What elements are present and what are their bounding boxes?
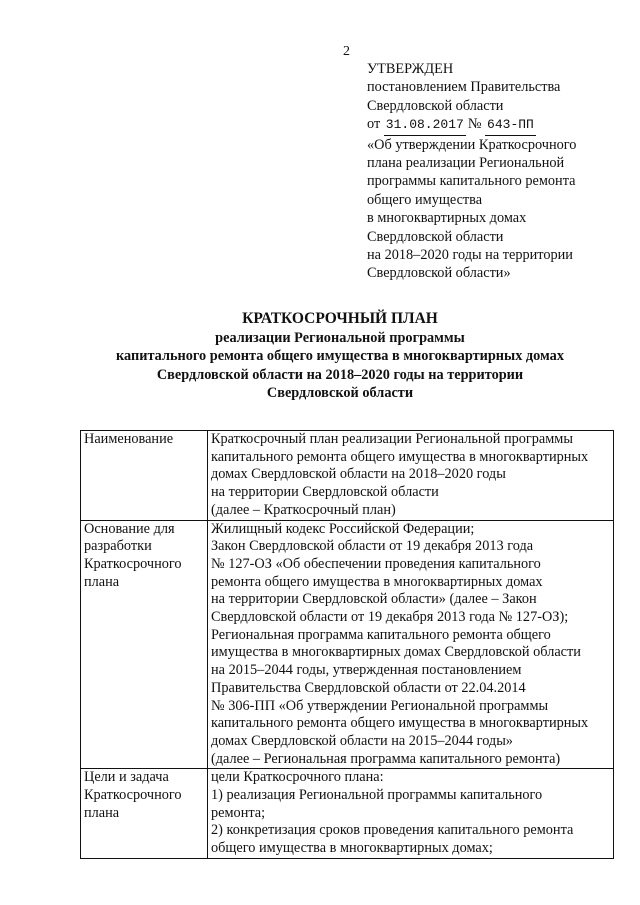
row-content-line: Правительства Свердловской области от 22.04.2014 <box>211 679 526 696</box>
row-content-line: капитального ремонта общего имущества в многоквартирных <box>211 715 589 732</box>
row-content-line: на 2015–2044 годы, утвержденная постановлением <box>211 662 522 679</box>
row-content-line: Свердловской области от 19 декабря 2013 года № 127-ОЗ); <box>211 609 569 626</box>
row-content-line: общего имущества в многоквартирных домах; <box>211 840 493 857</box>
row-label-cell <box>81 520 208 769</box>
row-label-line: разработки <box>84 538 152 555</box>
row-label-cell <box>81 431 208 521</box>
row-content-line: ремонта общего имущества в многоквартирных домах <box>211 573 543 590</box>
row-label-line: Краткосрочного <box>84 555 182 572</box>
row-content-line: ремонта; <box>211 804 266 821</box>
plan-table <box>80 430 614 859</box>
approval-title-line: общего имущества <box>367 191 483 208</box>
approval-title-line: в многоквартирных домах <box>367 210 527 227</box>
row-content-line: домах Свердловской области на 2015–2044 годы» <box>211 732 513 749</box>
approval-title-line: Свердловской области <box>367 228 504 245</box>
approval-number-sign: № <box>467 116 482 133</box>
approval-heading: УТВЕРЖДЕН <box>367 61 454 77</box>
approval-from: от <box>367 116 381 133</box>
approval-block <box>367 60 627 283</box>
row-label-line: плана <box>84 573 120 590</box>
row-content-line: домах Свердловской области на 2018–2020 годы <box>211 466 506 483</box>
row-content-line: Региональная программа капитального ремонта общего <box>211 626 551 643</box>
row-content-line: имущества в многоквартирных домах Свердловской области <box>211 644 581 661</box>
row-content-line: 1) реализация Региональной программы капитального <box>211 787 543 804</box>
document-title-line: капитального ремонта общего имущества в многоквартирных домах <box>116 348 564 364</box>
row-content-line: 2) конкретизация сроков проведения капитального ремонта <box>211 822 574 839</box>
row-label-line: Основание для <box>84 520 175 537</box>
approval-line-2: Свердловской области <box>367 97 504 114</box>
row-content-line: цели Краткосрочного плана: <box>211 769 384 786</box>
table-row <box>81 769 614 859</box>
approval-title-line: плана реализации Региональной <box>367 155 565 172</box>
approval-title-line: на 2018–2020 годы на территории <box>367 247 573 264</box>
document-title <box>60 310 620 403</box>
approval-date-line <box>367 115 627 135</box>
document-title-line: Свердловской области <box>266 385 414 401</box>
row-content-line: № 127-ОЗ «Об обеспечении проведения капитального <box>211 555 541 572</box>
row-content-line: (далее – Региональная программа капитального ремонта) <box>211 750 561 767</box>
table-row <box>81 431 614 521</box>
row-label-line: плана <box>84 804 120 821</box>
row-content-line: на территории Свердловской области <box>211 484 439 501</box>
row-label-line: Краткосрочного <box>84 787 182 804</box>
row-content-cell <box>208 769 614 859</box>
row-content-line: Жилищный кодекс Российской Федерации; <box>211 520 475 537</box>
row-content-line: (далее – Краткосрочный план) <box>211 501 396 518</box>
row-content-line: Закон Свердловской области от 19 декабря 2013 года <box>211 538 534 555</box>
approval-title-line: программы капитального ремонта <box>367 173 576 190</box>
row-content-line: № 306-ПП «Об утверждении Региональной программы <box>211 697 549 714</box>
row-content-cell <box>208 520 614 769</box>
document-title-line: Свердловской области на 2018–2020 годы на территории <box>156 366 524 383</box>
row-label-line: Цели и задача <box>84 769 169 786</box>
page-number: 2 <box>343 44 350 59</box>
row-content-line: капитального ремонта общего имущества в многоквартирных <box>211 448 589 465</box>
row-label-line: Наименование <box>84 431 174 447</box>
approval-number: 643-ПП <box>485 116 536 135</box>
row-content-line: на территории Свердловской области» (далее – Закон <box>211 591 537 608</box>
approval-date: 31.08.2017 <box>384 116 466 135</box>
document-title-main: КРАТКОСРОЧНЫЙ ПЛАН <box>242 310 438 327</box>
row-label-cell <box>81 769 208 859</box>
row-content-cell <box>208 431 614 521</box>
approval-title-line: «Об утверждении Краткосрочного <box>367 136 577 153</box>
row-content-line: Краткосрочный план реализации Региональной программы <box>211 431 573 447</box>
approval-line-1: постановлением Правительства <box>367 79 561 96</box>
approval-title-line: Свердловской области» <box>367 265 511 282</box>
document-title-line: реализации Региональной программы <box>215 329 465 346</box>
table-row <box>81 520 614 769</box>
